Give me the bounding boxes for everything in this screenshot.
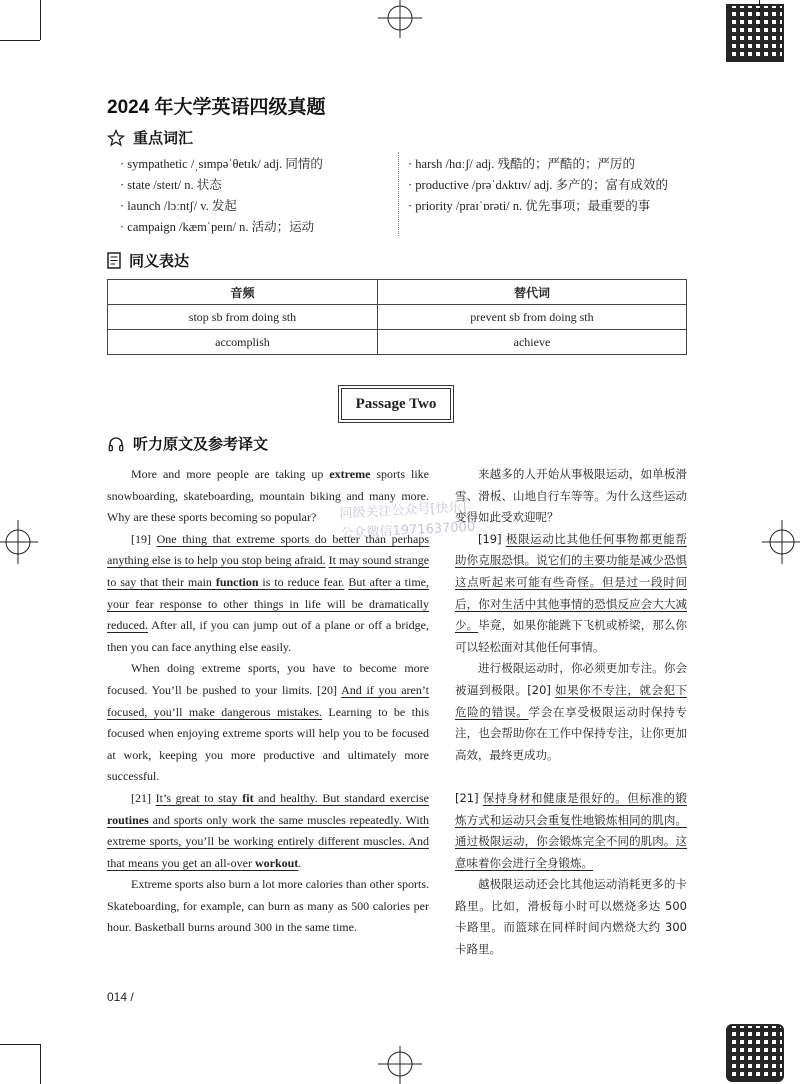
listening-title: 听力原文及参考译文: [133, 436, 269, 453]
table-cell: prevent sb from doing sth: [377, 305, 686, 330]
table-header-row: [108, 280, 687, 305]
vocab-item: · harsh /hɑːʃ/ adj. 残酷的；严酷的；严厉的: [408, 157, 636, 171]
paragraph: [19] 极限运动比其他任何事物都更能帮助你克服恐惧。说它们的主要功能是减少恐惧这点听起来可能有些奇怪。但是过一段时间后，你对生活中其他事情的恐惧反应会大大减少。毕竟，如果你能跳下飞机或桥梁，那么你可以轻松面对其他任何事情。: [455, 531, 688, 654]
vocab-list-left: [120, 154, 323, 238]
document-icon: [107, 252, 121, 269]
page-number: 014 /: [107, 990, 134, 1004]
passage-title: Passage Two: [341, 388, 451, 420]
crop-mark: [40, 1044, 41, 1084]
vocab-list-right: [408, 154, 668, 217]
synonym-table: [107, 279, 687, 355]
registration-mark-top: [378, 0, 422, 38]
crop-mark: [0, 1044, 40, 1045]
watermark: 同级关注公众号[快乐] 公众微信1971637000: [339, 500, 476, 542]
paragraph: 越极限运动还会比其他运动消耗更多的卡路里。比如，滑板每小时可以燃烧多达 500 卡路里。而篮球在同样时间内燃烧大约 300 卡路里。: [455, 877, 687, 957]
paragraph: Extreme sports also burn a lot more calories than other sports. Skateboarding, for example, can burn as many as 500 calories per hour. Basketball burns around 300 in the same time.: [107, 877, 429, 935]
table-cell: achieve: [377, 330, 686, 355]
table-cell: stop sb from doing sth: [108, 305, 378, 330]
registration-mark-right: [762, 520, 800, 564]
synonym-title: 同义表达: [129, 253, 190, 270]
column-header: 替代词: [377, 280, 686, 305]
synonym-heading: [107, 250, 189, 271]
qr-code-bottom: [726, 1024, 784, 1082]
star-icon: [107, 129, 125, 147]
vocab-item: · launch /lɔːntʃ/ v. 发起: [120, 199, 237, 213]
crop-mark: [40, 0, 41, 40]
registration-mark-left: [0, 520, 38, 564]
vocab-item: · priority /praɪˈɒrəti/ n. 优先事项；最重要的事: [408, 199, 651, 213]
page-title: 2024 年大学英语四级真题: [107, 97, 326, 118]
vocab-heading: [107, 127, 193, 148]
paragraph: When doing extreme sports, you have to become more focused. You’ll be pushed to your limits. [20] And if you aren’t focused, you’ll make dangerous mistakes. Learning to be this focused when enjoying extreme sports will help you to be focused at work, keeping you more productive and ultimately more successful.: [107, 661, 429, 784]
paragraph: More and more people are taking up extreme sports like snowboarding, skateboarding, mountain biking and many more. Why are these sports becoming so popular?: [107, 467, 429, 525]
paragraph: 来越多的人开始从事极限运动，如单板滑雪、滑板、山地自行车等等。为什么这些运动变得如此受欢迎呢？: [455, 467, 687, 525]
table-cell: accomplish: [108, 330, 378, 355]
qr-code-top: [726, 4, 784, 62]
paragraph: 进行极限运动时，你必须更加专注。你会被逼到极限。[20] 如果你不专注，就会犯下危险的错误。学会在享受极限运动时保持专注，也会帮助你在工作中保持专注，让你更加高效，最终更成功。: [455, 661, 688, 762]
chinese-translation: [455, 464, 687, 961]
crop-mark: [0, 40, 40, 41]
table-row: [108, 305, 687, 330]
registration-mark-bottom: [378, 1046, 422, 1084]
vocab-title: 重点词汇: [133, 130, 194, 147]
vocab-item: · sympathetic /ˌsɪmpəˈθetɪk/ adj. 同情的: [120, 157, 323, 171]
headphones-icon: [107, 435, 125, 453]
paragraph: [21] It’s great to stay fit and healthy. But standard exercise routines and sports only work the same muscles repeatedly. With extreme sports, you’ll be working entirely different muscles. And that means you get an all-over workout.: [107, 790, 429, 870]
paragraph: [19] One thing that extreme sports do better than perhaps anything else is to help you stop being afraid. It may sound strange to say that their main function is to reduce fear. But after a time, your fear response to other things in life will be dramatically reduced. After all, if you can jump out of a plane or off a bridge, then you can face anything else easily.: [107, 531, 430, 654]
paragraph: [21] 保持身材和健康是很好的。但标准的锻炼方式和运动只会重复性地锻炼相同的肌肉。通过极限运动，你会锻炼完全不同的肌肉。这意味着你会进行全身锻炼。: [455, 790, 688, 870]
listening-heading: [107, 433, 268, 454]
column-header: 音频: [108, 280, 378, 305]
table-row: [108, 330, 687, 355]
vocab-item: · productive /prəˈdʌktɪv/ adj. 多产的；富有成效的: [408, 178, 669, 192]
vocab-item: · state /steɪt/ n. 状态: [120, 178, 222, 192]
vocab-item: · campaign /kæmˈpeɪn/ n. 活动；运动: [120, 220, 315, 234]
vocab-divider: [398, 152, 400, 236]
